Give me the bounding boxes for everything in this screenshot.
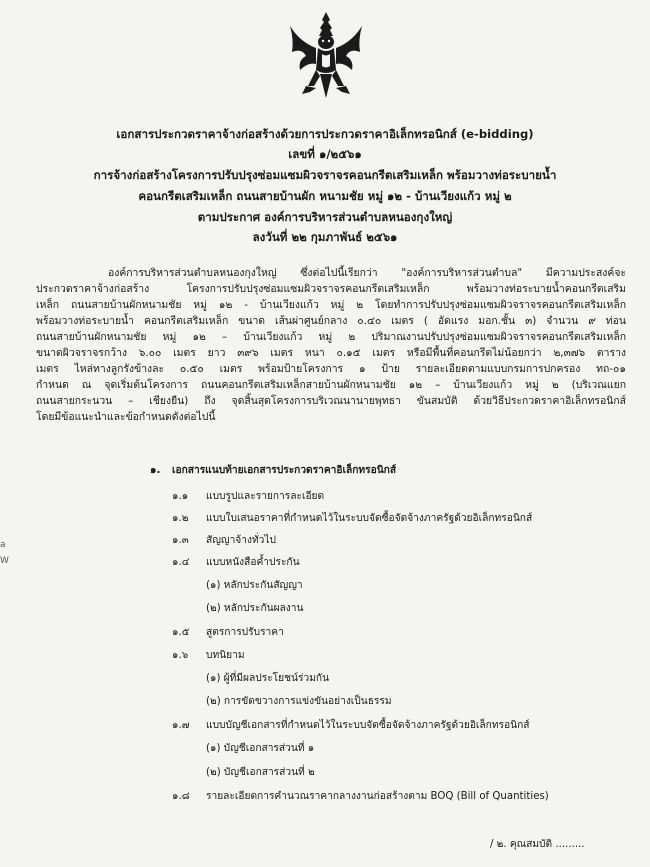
paragraph-line: เมตร ไหล่ทางลูกรังข้างละ ๐.๕๐ เมตร พร้อมป้ายโครงการ ๑ ป้าย รายละเอียดตามแบบกรมการปกครอง ทถ-๐๑ xyxy=(36,363,626,375)
paragraph-line: ถนนสายกระนวน – เชียงยืน) ถึง จุดสิ้นสุดโครงการบริเวณนานายพุทธา ขันสมบัติ ด้วยวิธีประกวดราคาอิเล็กทรอนิกส์ xyxy=(36,395,626,407)
edge-fragment: W xyxy=(0,556,9,566)
list-item: สูตรการปรับราคา xyxy=(206,627,284,638)
paragraph-line: ประกวดราคาจ้างก่อสร้าง โครงการปรับปรุงซ่อมแซมผิวจราจรคอนกรีตเสริมเหล็ก พร้อมวางท่อระบายน้ำคอนกรีตเสริม xyxy=(36,283,626,295)
item-number: ๑.๓ xyxy=(172,535,189,546)
sub-list-item: (๑) หลักประกันสัญญา xyxy=(206,580,303,591)
item-number: ๑.๖ xyxy=(172,650,189,661)
garuda-emblem xyxy=(286,8,366,100)
paragraph-line: ขนาดผิวจราจรกว้าง ๖.๐๐ เมตร ยาว ๓๙๖ เมตร หนา ๐.๑๕ เมตร หรือมีพื้นที่คอนกรีตไม่น้อยกว่า ๒,๓๗๖ ตาราง xyxy=(36,347,626,359)
paragraph-line: พร้อมวางท่อระบายน้ำ คอนกรีตเสริมเหล็ก ขนาด เส้นผ่าศูนย์กลาง ๐.๔๐ เมตร ( อัดแรง มอก.ชั้น ๓) จำนวน ๙ ท่อน xyxy=(36,315,626,327)
paragraph-line: เหล็ก ถนนสายบ้านผักหนามชัย หมู่ ๑๒ - บ้านเวียงแก้ว หมู่ ๒ โดยทำการปรับปรุงซ่อมแซมผิวจราจรคอนกรีตเสริมเหล็ก xyxy=(36,299,626,311)
list-item: แบบรูปและรายการละเอียด xyxy=(206,491,325,502)
item-number: ๑.๒ xyxy=(172,513,189,524)
section-title: เอกสารแนบท้ายเอกสารประกวดราคาอิเล็กทรอนิกส์ xyxy=(172,465,397,476)
paragraph-line: ถนนสายบ้านผักหนามชัย หมู่ ๑๒ – บ้านเวียงแก้ว หมู่ ๒ ปริมาณงานปรับปรุงซ่อมแซมผิวจราจรคอนกรีตเสริมเหล็ก xyxy=(36,331,626,343)
project-title-line-1: การจ้างก่อสร้างโครงการปรับปรุงซ่อมแซมผิวจราจรคอนกรีตเสริมเหล็ก พร้อมวางท่อระบายน้ำ xyxy=(93,168,557,182)
continuation-marker: / ๒. คุณสมบัติ ......... xyxy=(490,839,585,850)
sub-list-item: (๒) หลักประกันผลงาน xyxy=(206,603,304,614)
intro-paragraph xyxy=(36,265,626,425)
announcement-date: ลงวันที่ ๒๒ กุมภาพันธ์ ๒๕๖๑ xyxy=(252,230,398,244)
item-number: ๑.๕ xyxy=(172,627,190,638)
project-title-line-2: คอนกรีตเสริมเหล็ก ถนนสายบ้านผัก หนามชัย หมู่ ๑๒ - บ้านเวียงแก้ว หมู่ ๒ xyxy=(138,189,512,203)
list-item: รายละเอียดการคำนวณราคากลางงานก่อสร้างตาม BOQ (Bill of Quantities) xyxy=(206,791,549,802)
paragraph-line: โดยมีข้อแนะนำและข้อกำหนดดังต่อไปนี้ xyxy=(36,411,216,423)
paragraph-line: กำหนด ณ จุดเริ่มต้นโครงการ ถนนคอนกรีตเสริมเหล็กสายบ้านผักหนามชัย ๑๒ – บ้านเวียงแก้ว หมู่ ๒ (บริเวณแยก xyxy=(36,379,626,391)
document-title: เอกสารประกวดราคาจ้างก่อสร้างด้วยการประกวดราคาอิเล็กทรอนิกส์ (e-bidding) xyxy=(116,127,534,141)
sub-list-item: (๑) ผู้ที่มีผลประโยชน์ร่วมกัน xyxy=(206,673,330,684)
list-item: แบบบัญชีเอกสารที่กำหนดไว้ในระบบจัดซื้อจัดจ้างภาครัฐด้วยอิเล็กทรอนิกส์ xyxy=(206,720,530,731)
sub-list-item: (๒) บัญชีเอกสารส่วนที่ ๒ xyxy=(206,767,315,778)
item-number: ๑.๗ xyxy=(172,720,190,731)
list-item: บทนิยาม xyxy=(206,650,245,661)
sub-list-item: (๑) บัญชีเอกสารส่วนที่ ๑ xyxy=(206,743,315,754)
list-item: แบบใบเสนอราคาที่กำหนดไว้ในระบบจัดซื้อจัดจ้างภาครัฐด้วยอิเล็กทรอนิกส์ xyxy=(206,513,533,524)
item-number: ๑.๔ xyxy=(172,557,190,568)
section-number: ๑. xyxy=(150,465,161,476)
list-item: แบบหนังสือค้ำประกัน xyxy=(206,557,300,568)
edge-fragment: a xyxy=(0,540,6,550)
item-number: ๑.๘ xyxy=(172,791,190,802)
document-number: เลขที่ ๑/๒๕๖๑ xyxy=(288,147,362,161)
announcer: ตามประกาศ องค์การบริหารส่วนตำบลหนองกุงใหญ่ xyxy=(197,210,453,224)
sub-list-item: (๒) การขัดขวางการแข่งขันอย่างเป็นธรรม xyxy=(206,696,392,707)
paragraph-line: องค์การบริหารส่วนตำบลหนองกุงใหญ่ ซึ่งต่อไปนี้เรียกว่า "องค์การบริหารส่วนตำบล" มีความประสงค์จะ xyxy=(108,267,626,279)
item-number: ๑.๑ xyxy=(172,491,189,502)
list-item: สัญญาจ้างทั่วไป xyxy=(206,535,276,546)
